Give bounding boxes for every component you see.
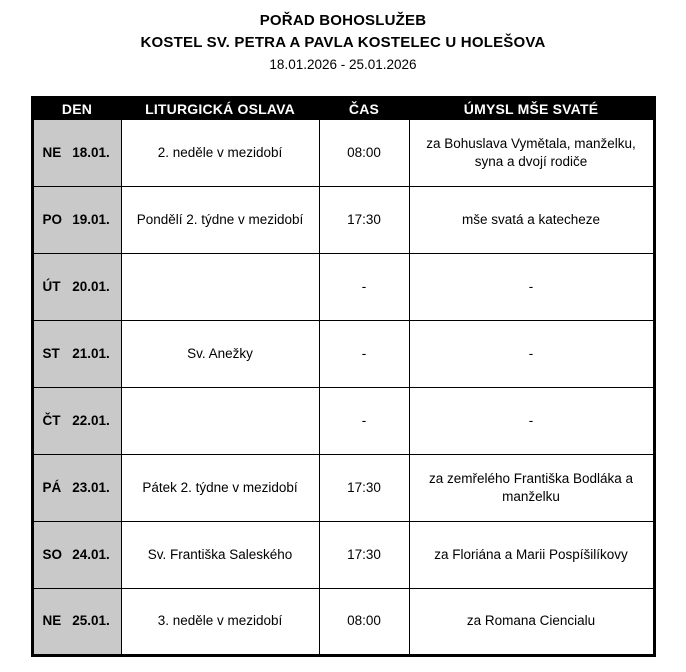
day-abbrev: PÁ (42, 479, 62, 495)
day-date: 20.01. (72, 278, 110, 294)
table-row (32, 522, 654, 589)
intention-cell: - (409, 254, 654, 321)
intention-cell: mše svatá a katecheze (409, 187, 654, 254)
day-abbrev: ST (42, 345, 60, 361)
col-header-time: ČAS (319, 98, 409, 120)
day-cell (32, 589, 121, 656)
celebration-cell: Pátek 2. týdne v mezidobí (121, 455, 319, 522)
church-name: KOSTEL SV. PETRA A PAVLA KOSTELEC U HOLEŠOVA (140, 34, 546, 51)
day-date: 18.01. (72, 144, 110, 160)
table-row (32, 455, 654, 522)
col-header-den: DEN (32, 98, 121, 120)
day-date: 22.01. (72, 412, 110, 428)
day-date: 21.01. (72, 345, 110, 361)
table-row (32, 120, 654, 187)
day-cell (32, 455, 121, 522)
table-body (32, 120, 654, 656)
day-abbrev: ČT (42, 412, 61, 428)
table-row (32, 321, 654, 388)
time-cell: - (319, 254, 409, 321)
day-cell (32, 321, 121, 388)
day-cell (32, 254, 121, 321)
intention-cell: - (409, 388, 654, 455)
day-cell (32, 388, 121, 455)
intention-cell: za Bohuslava Vymětala, manželku, syna a dvojí rodiče (409, 120, 654, 187)
date-range: 18.01.2026 - 25.01.2026 (269, 57, 417, 72)
intention-cell: za Romana Ciencialu (409, 589, 654, 656)
day-abbrev: SO (42, 546, 63, 562)
time-cell: - (319, 388, 409, 455)
day-date: 23.01. (72, 479, 110, 495)
col-header-intention: ÚMYSL MŠE SVATÉ (409, 98, 654, 120)
title-block (0, 12, 686, 72)
time-cell: 17:30 (319, 455, 409, 522)
table-row (32, 388, 654, 455)
celebration-cell: 2. neděle v mezidobí (121, 120, 319, 187)
celebration-cell: Sv. Františka Saleského (121, 522, 319, 589)
day-abbrev: PO (42, 211, 63, 227)
intention-cell: za zemřelého Františka Bodláka a manželku (409, 455, 654, 522)
intention-cell: za Floriána a Marii Pospíšilíkovy (409, 522, 654, 589)
table-head (32, 98, 654, 120)
table-row (32, 254, 654, 321)
time-cell: - (319, 321, 409, 388)
celebration-cell: 3. neděle v mezidobí (121, 589, 319, 656)
table-header-row (32, 98, 654, 120)
celebration-cell: Sv. Anežky (121, 321, 319, 388)
day-cell (32, 120, 121, 187)
day-date: 19.01. (72, 211, 110, 227)
day-abbrev: NE (42, 144, 62, 160)
table-row (32, 589, 654, 656)
day-date: 25.01. (72, 613, 110, 629)
time-cell: 17:30 (319, 522, 409, 589)
time-cell: 08:00 (319, 589, 409, 656)
celebration-cell (121, 254, 319, 321)
celebration-cell: Pondělí 2. týdne v mezidobí (121, 187, 319, 254)
celebration-cell (121, 388, 319, 455)
day-abbrev: ÚT (42, 278, 61, 294)
day-cell (32, 522, 121, 589)
day-date: 24.01. (72, 546, 110, 562)
time-cell: 17:30 (319, 187, 409, 254)
schedule-table (31, 96, 656, 657)
page-title: POŘAD BOHOSLUŽEB (259, 12, 427, 29)
table-row (32, 187, 654, 254)
intention-cell: - (409, 321, 654, 388)
day-abbrev: NE (42, 613, 62, 629)
day-cell (32, 187, 121, 254)
time-cell: 08:00 (319, 120, 409, 187)
col-header-celebration: LITURGICKÁ OSLAVA (121, 98, 319, 120)
